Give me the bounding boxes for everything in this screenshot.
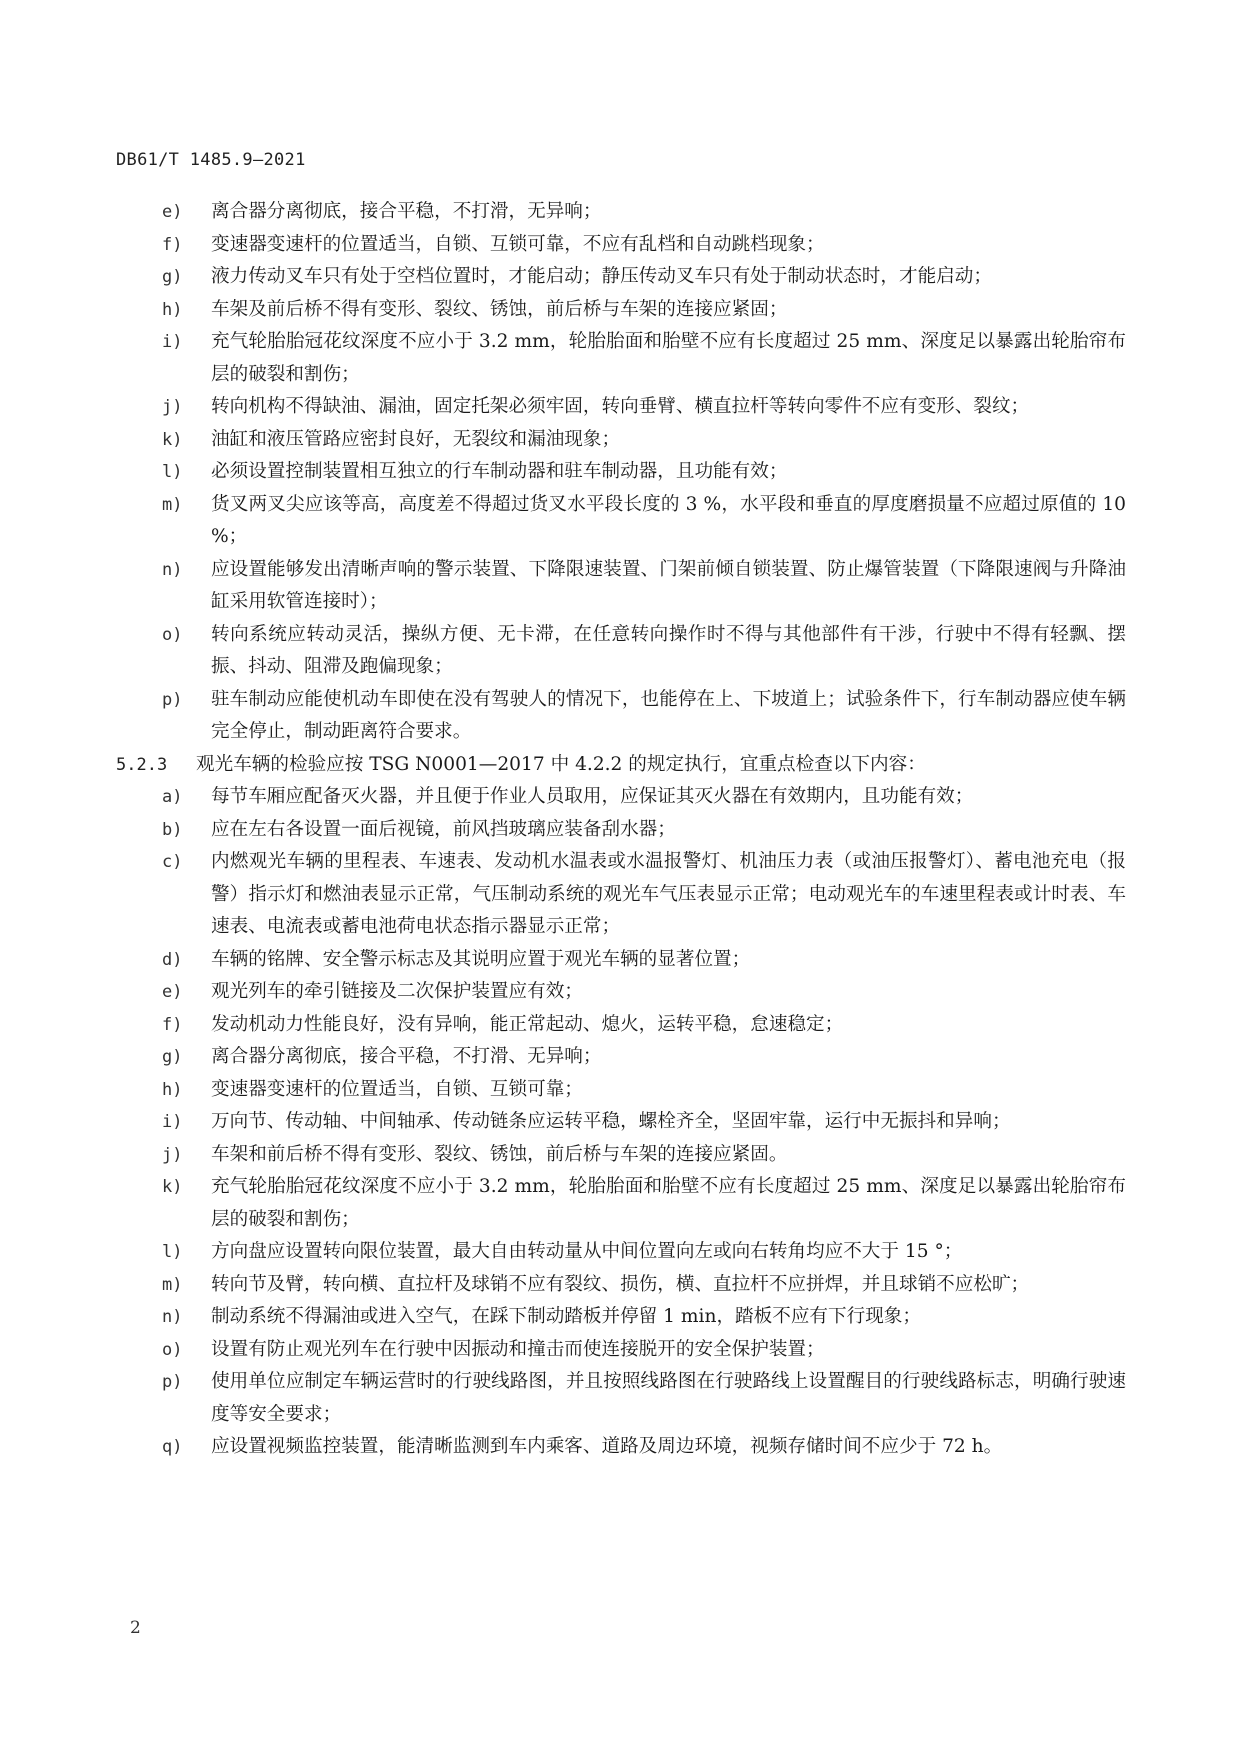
list-item-label: j) [162, 397, 183, 417]
list-item-label: g) [162, 1047, 183, 1067]
list-item [116, 1366, 1126, 1431]
list-item-label: a) [162, 787, 183, 807]
list-item-label: k) [162, 429, 183, 450]
list-item [116, 456, 1126, 489]
list-item [116, 261, 1126, 294]
list-item [116, 326, 1126, 391]
list-item [116, 489, 1126, 554]
list-item-label: m) [162, 494, 183, 515]
list-item-label: e) [162, 982, 183, 1002]
list-item [116, 1171, 1126, 1236]
list-item-text: 观光列车的牵引链接及二次保护装置应有效； [211, 981, 583, 1002]
list-item-label: p) [162, 1372, 183, 1392]
list-item-label: i) [162, 1112, 183, 1132]
clause-text: 观光车辆的检验应按 TSG N0001—2017 中 4.2.2 的规定执行，宜重点检查以下内容： [196, 753, 926, 775]
list-item [116, 1301, 1126, 1334]
document-id-header: DB61/T 1485.9—2021 [116, 150, 306, 170]
list-item-text: 车架和前后桥不得有变形、裂纹、锈蚀，前后桥与车架的连接应紧固。 [211, 1143, 788, 1165]
list-item-text: 制动系统不得漏油或进入空气，在踩下制动踏板并停留 1 min，踏板不应有下行现象； [211, 1306, 921, 1327]
list-item-label: p) [162, 689, 183, 710]
list-item-text: 应在左右各设置一面后视镜，前风挡玻璃应装备刮水器； [211, 818, 676, 840]
list-item [116, 1106, 1126, 1139]
list-item [116, 1236, 1126, 1269]
list-item-text: 应设置视频监控装置，能清晰监测到车内乘客、道路及周边环境，视频存储时间不应少于 72 h。 [211, 1436, 1003, 1457]
list-item-text: 驻车制动应能使机动车即使在没有驾驶人的情况下，也能停在上、下坡道上；试验条件下，行车制动器应使车辆完全停止，制动距离符合要求。 [211, 688, 1126, 742]
list-item-text: 内燃观光车辆的里程表、车速表、发动机水温表或水温报警灯、机油压力表（或油压报警灯）、蓄电池充电（报警）指示灯和燃油表显示正常，气压制动系统的观光车气压表显示正常；电动观光车的车速里程表或计时表、车速表、电流表或蓄电池荷电状态指示器显示正常； [211, 851, 1126, 937]
list-item-label: l) [162, 1242, 183, 1262]
list-item [116, 196, 1126, 229]
list-item-text: 方向盘应设置转向限位装置，最大自由转动量从中间位置向左或向右转角均应不大于 15 °； [211, 1241, 963, 1262]
inspection-list-continued [116, 196, 1126, 749]
list-item-label: n) [162, 1307, 183, 1327]
list-item [116, 424, 1126, 457]
clause-heading [116, 749, 1126, 782]
list-item-label: o) [162, 1339, 183, 1360]
list-item-label: q) [162, 1437, 183, 1457]
list-item-text: 转向系统应转动灵活，操纵方便、无卡滞，在任意转向操作时不得与其他部件有干涉，行驶中不得有轻飘、摆振、抖动、阻滞及跑偏现象； [211, 623, 1126, 677]
list-item-label: g) [162, 267, 183, 287]
list-item-label: e) [162, 202, 183, 222]
list-item-label: m) [162, 1274, 183, 1295]
list-item [116, 1074, 1126, 1107]
list-item [116, 846, 1126, 944]
list-item [116, 1334, 1126, 1367]
list-item-label: d) [162, 949, 183, 970]
list-item-text: 车架及前后桥不得有变形、裂纹、锈蚀，前后桥与车架的连接应紧固； [211, 298, 788, 320]
list-item [116, 554, 1126, 619]
list-item-label: f) [162, 234, 183, 255]
sightseeing-vehicle-list [116, 781, 1126, 1464]
list-item-label: b) [162, 819, 183, 840]
list-item [116, 1431, 1126, 1464]
list-item-label: j) [162, 1144, 183, 1165]
list-item-label: o) [162, 624, 183, 645]
list-item-text: 发动机动力性能良好，没有异响，能正常起动、熄火，运转平稳，怠速稳定； [211, 1013, 844, 1035]
list-item [116, 684, 1126, 749]
list-item [116, 391, 1126, 424]
list-item [116, 976, 1126, 1009]
list-item-text: 油缸和液压管路应密封良好，无裂纹和漏油现象； [211, 428, 621, 450]
list-item-label: h) [162, 299, 183, 320]
list-item-label: k) [162, 1177, 183, 1197]
list-item-label: i) [162, 332, 183, 352]
list-item [116, 619, 1126, 684]
list-item [116, 229, 1126, 262]
page-number: 2 [130, 1618, 141, 1638]
list-item-text: 设置有防止观光列车在行驶中因振动和撞击而使连接脱开的安全保护装置； [211, 1338, 825, 1360]
list-item-text: 每节车厢应配备灭火器，并且便于作业人员取用，应保证其灭火器在有效期内，且功能有效； [211, 786, 974, 807]
list-item [116, 1009, 1126, 1042]
list-item-text: 转向机构不得缺油、漏油，固定托架必须牢固，转向垂臂、横直拉杆等转向零件不应有变形、裂纹； [211, 396, 1030, 417]
list-item-label: l) [162, 462, 183, 482]
list-item-label: c) [162, 852, 183, 872]
list-item [116, 1041, 1126, 1074]
list-item-label: f) [162, 1014, 183, 1035]
list-item-text: 充气轮胎胎冠花纹深度不应小于 3.2 mm，轮胎胎面和胎壁不应有长度超过 25 mm、深度足以暴露出轮胎帘布层的破裂和割伤； [211, 1176, 1126, 1230]
list-item-text: 离合器分离彻底，接合平稳，不打滑，无异响； [211, 201, 602, 222]
list-item [116, 1139, 1126, 1172]
clause-number: 5.2.3 [116, 754, 168, 775]
list-item-text: 必须设置控制装置相互独立的行车制动器和驻车制动器，且功能有效； [211, 461, 788, 482]
list-item-text: 液力传动叉车只有处于空档位置时，才能启动；静压传动叉车只有处于制动状态时，才能启动； [211, 266, 992, 287]
list-item-text: 变速器变速杆的位置适当，自锁、互锁可靠，不应有乱档和自动跳档现象； [211, 233, 825, 255]
list-item-text: 万向节、传动轴、中间轴承、传动链条应运转平稳，螺栓齐全，坚固牢靠，运行中无振抖和异响； [211, 1111, 1011, 1132]
list-item-text: 离合器分离彻底，接合平稳，不打滑、无异响； [211, 1046, 602, 1067]
list-item-text: 使用单位应制定车辆运营时的行驶线路图，并且按照线路图在行驶路线上设置醒目的行驶线路标志，明确行驶速度等安全要求； [211, 1371, 1126, 1425]
list-item [116, 1269, 1126, 1302]
list-item-text: 应设置能够发出清晰声响的警示装置、下降限速装置、门架前倾自锁装置、防止爆管装置（下降限速阀与升降油缸采用软管连接时）； [211, 558, 1126, 612]
list-item-text: 转向节及臂，转向横、直拉杆及球销不应有裂纹、损伤，横、直拉杆不应拼焊，并且球销不应松旷； [211, 1273, 1030, 1295]
list-item-text: 变速器变速杆的位置适当，自锁、互锁可靠； [211, 1078, 583, 1100]
list-item-label: n) [162, 559, 183, 580]
list-item [116, 944, 1126, 977]
list-item-label: h) [162, 1079, 183, 1100]
list-item [116, 294, 1126, 327]
list-item [116, 814, 1126, 847]
list-item-text: 充气轮胎胎冠花纹深度不应小于 3.2 mm，轮胎胎面和胎壁不应有长度超过 25 mm、深度足以暴露出轮胎帘布层的破裂和割伤； [211, 331, 1126, 385]
document-body [116, 196, 1126, 1464]
list-item [116, 781, 1126, 814]
list-item-text: 车辆的铭牌、安全警示标志及其说明应置于观光车辆的显著位置； [211, 948, 751, 970]
list-item-text: 货叉两叉尖应该等高，高度差不得超过货叉水平段长度的 3 %，水平段和垂直的厚度磨损量不应超过原值的 10 %； [211, 493, 1126, 547]
